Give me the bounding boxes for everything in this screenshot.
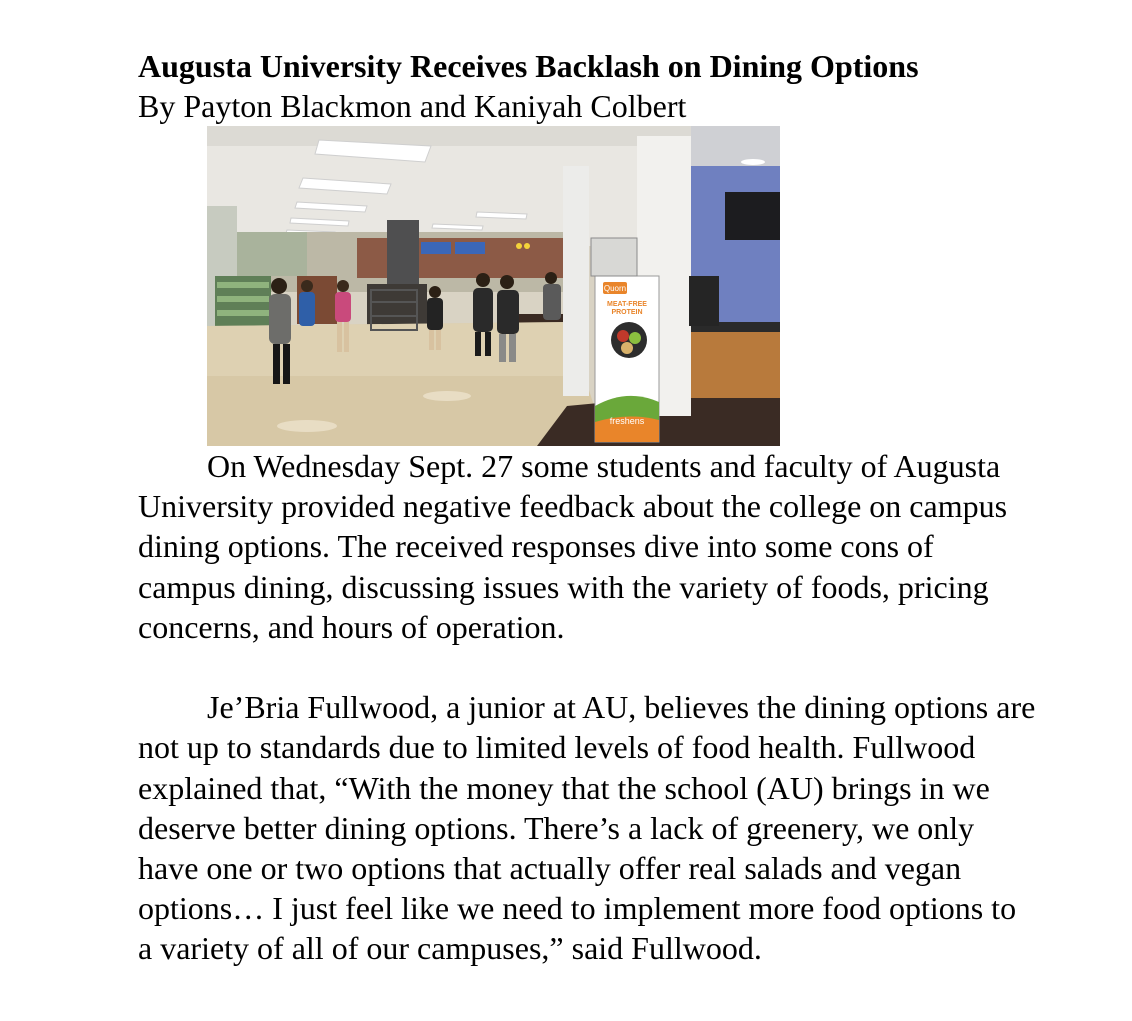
article-headline: Augusta University Receives Backlash on Dining Options [138, 48, 919, 84]
article-paragraph: Je’Bria Fullwood, a junior at AU, believes the dining options are not up to standards due to limited levels of food health. Fullwood explained that, “With the money that the school (AU) brings in we deserve better dining options. There’s a lack of greenery, we only have one or two options that actually offer real salads and vegan options… I just feel like we need to implement more food options to a variety of all of our campuses,” said Fullwood. [138, 689, 1036, 967]
svg-text:Quorn: Quorn [603, 284, 627, 293]
article [138, 46, 1038, 969]
svg-text:PROTEIN: PROTEIN [611, 309, 643, 316]
paragraph-spacer [138, 647, 1038, 687]
article-byline: By Payton Blackmon and Kaniyah Colbert [138, 88, 687, 124]
article-body [138, 446, 1038, 969]
dining-hall-photo [207, 126, 780, 446]
article-paragraph: On Wednesday Sept. 27 some students and faculty of Augusta University provided negative feedback about the college on campus dining options. The received responses dive into some cons of campus dining, discussing issues with the variety of foods, pricing concerns, and hours of operation. [138, 448, 1008, 645]
svg-text:MEAT-FREE: MEAT-FREE [607, 301, 647, 308]
svg-text:freshens: freshens [609, 416, 645, 426]
